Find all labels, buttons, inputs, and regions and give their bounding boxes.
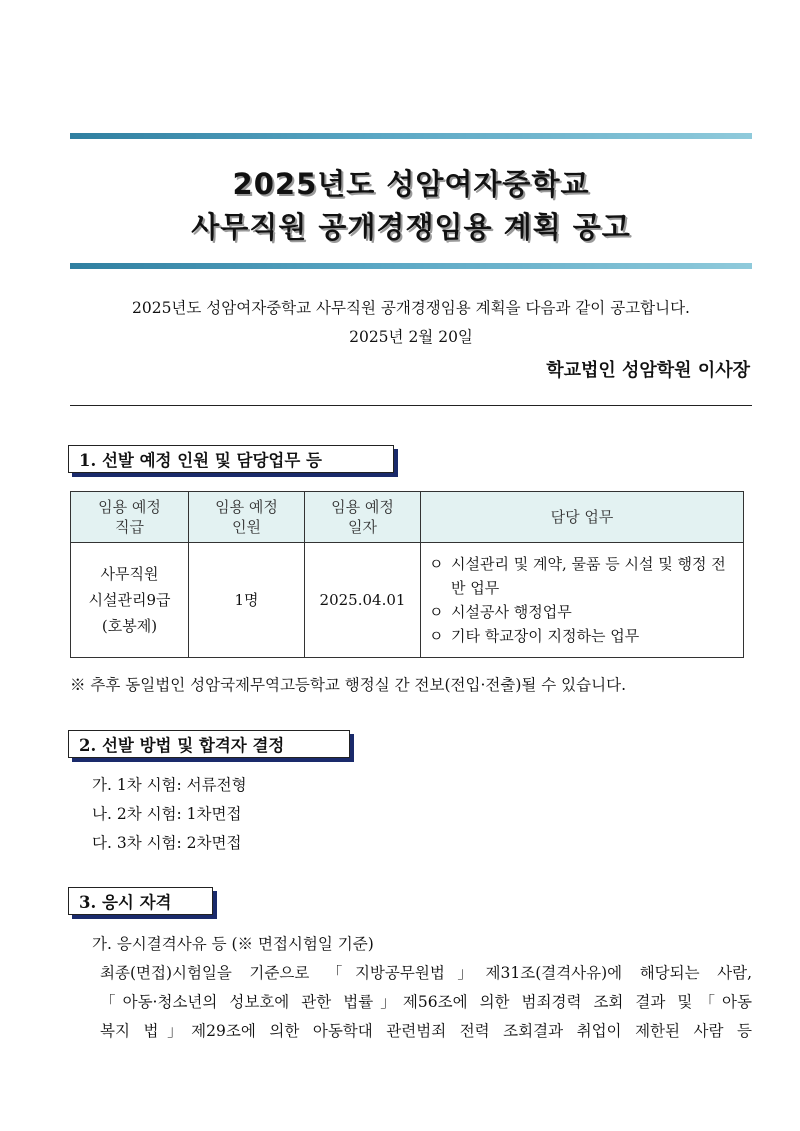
- table-row: [71, 543, 744, 658]
- list-item: 나. 2차 시험: 1차면접: [92, 805, 242, 823]
- section-1-heading: 1. 선발 예정 인원 및 담당업무 등: [68, 445, 394, 473]
- issuer: 학교법인 성암학원 이사장: [546, 360, 750, 381]
- duty-item: ㅇ 기타 학교장이 지정하는 업무: [429, 624, 743, 648]
- intro-text: 2025년도 성암여자중학교 사무직원 공개경쟁임용 계획을 다음과 같이 공고합니다.: [131, 299, 690, 317]
- bottom-rule: [70, 263, 752, 269]
- announcement-date: 2025년 2월 20일: [349, 328, 473, 346]
- section-2-heading: 2. 선발 방법 및 합격자 결정: [68, 730, 350, 758]
- paragraph-line: 최종(면접)시험일을 기준으로 「지방공무원법」제31조(결격사유)에 해당되는 사람,: [100, 964, 752, 982]
- header-date: 임용 예정 일자: [305, 492, 421, 543]
- list-item: 가. 1차 시험: 서류전형: [92, 776, 247, 794]
- header-rank: 임용 예정 직급: [71, 492, 189, 543]
- bullet-circle-icon: ㅇ: [429, 555, 444, 573]
- header-count: 임용 예정 인원: [189, 492, 305, 543]
- top-rule: [70, 133, 752, 139]
- transfer-note: ※ 추후 동일법인 성암국제무역고등학교 행정실 간 전보(전입·전출)될 수 있습니다.: [70, 676, 627, 694]
- cell-duties: [421, 543, 744, 658]
- cell-count: 1명: [189, 543, 305, 658]
- cell-rank: 사무직원 시설관리9급 (호봉제): [71, 543, 189, 658]
- cell-date: 2025.04.01: [305, 543, 421, 658]
- subsection-heading: 가. 응시결격사유 등 (※ 면접시험일 기준): [92, 935, 374, 953]
- paragraph-line: 복지 법」제29조에 의한 아동학대 관련범죄 전력 조회결과 취업이 제한된 사람 등: [100, 1022, 752, 1040]
- title-line-2: 사무직원 공개경쟁임용 계획 공고: [191, 210, 631, 244]
- paragraph-line: 「아동·청소년의 성보호에 관한 법률」제56조에 의한 범죄경력 조회 결과 및「아동: [100, 993, 752, 1011]
- bullet-circle-icon: ㅇ: [429, 603, 444, 621]
- duty-item: ㅇ 시설관리 및 계약, 물품 등 시설 및 행정 전반 업무: [429, 552, 743, 600]
- list-item: 다. 3차 시험: 2차면접: [92, 834, 242, 852]
- duty-item: ㅇ 시설공사 행정업무: [429, 600, 743, 624]
- positions-table: [70, 491, 744, 658]
- bullet-circle-icon: ㅇ: [429, 627, 444, 645]
- title-line-1: 2025년도 성암여자중학교: [232, 167, 590, 201]
- section-3-heading: 3. 응시 자격: [68, 887, 213, 915]
- header-duties: 담당 업무: [421, 492, 744, 543]
- header-divider: [70, 405, 752, 406]
